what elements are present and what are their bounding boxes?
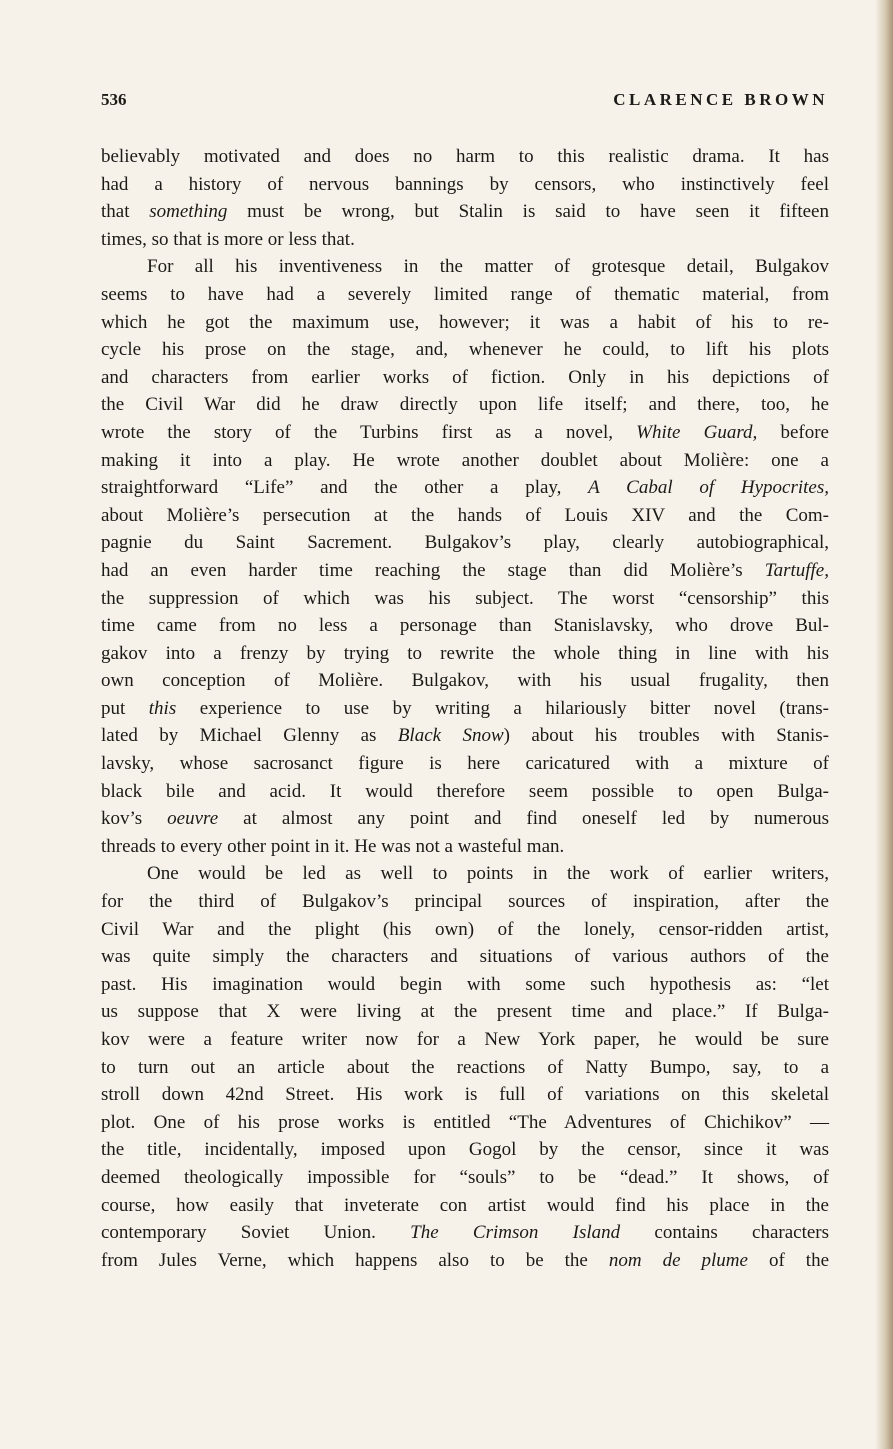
italic-segment: this xyxy=(148,697,177,719)
text-line xyxy=(101,1219,829,1247)
text-line xyxy=(101,612,829,640)
text-segment: lavsky, whose sacrosanct figure is here caricatured with a mixture of xyxy=(101,753,829,775)
text-line xyxy=(101,888,829,916)
text-segment: ) about his troubles with Stanis- xyxy=(503,725,830,747)
text-line xyxy=(101,916,829,944)
text-segment: the suppression of which was his subject. The worst “censorship” this xyxy=(101,587,829,609)
text-line xyxy=(101,1247,829,1275)
text-segment: kov were a feature writer now for a New York paper, he would be sure xyxy=(101,1029,829,1050)
text-line xyxy=(101,226,829,254)
text-segment: about Molière’s persecution at the hands of Louis XIV and the Com- xyxy=(101,504,829,526)
page-number: 536 xyxy=(101,90,127,109)
text-segment: believably motivated and does no harm to this realistic drama. It has xyxy=(101,146,829,167)
text-line xyxy=(101,1136,829,1164)
text-segment: of the xyxy=(747,1249,830,1271)
text-line xyxy=(101,1054,829,1082)
text-segment: which he got the maximum use, however; it was a habit of his to re- xyxy=(101,311,829,333)
text-line xyxy=(101,1164,829,1192)
text-line xyxy=(101,640,829,668)
italic-segment: nom de plume xyxy=(608,1249,748,1271)
text-segment: threads to every other point in it. He was not a wasteful man. xyxy=(101,835,565,857)
text-segment: One would be led as well to points in the work of earlier writers, xyxy=(147,863,829,885)
italic-segment: something xyxy=(149,201,228,223)
text-segment: wrote the story of the Turbins first as a novel, xyxy=(101,421,637,443)
text-line xyxy=(101,391,829,419)
text-line xyxy=(101,143,829,171)
page-header xyxy=(101,86,828,116)
text-segment: at almost any point and find oneself led by numerous xyxy=(218,808,829,830)
body-text xyxy=(101,143,829,1274)
text-segment: from Jules Verne, which happens also to be the xyxy=(101,1249,609,1271)
text-line xyxy=(101,198,829,226)
italic-segment: Black Snow xyxy=(397,725,504,747)
text-line xyxy=(101,667,829,695)
text-segment: lated by Michael Glenny as xyxy=(101,725,398,747)
text-segment: had an even harder time reaching the stage than did Molière’s xyxy=(101,559,765,581)
running-head: CLARENCE BROWN xyxy=(613,90,828,109)
text-line xyxy=(101,1192,829,1220)
text-segment: the Civil War did he draw directly upon life itself; and there, too, he xyxy=(101,394,829,416)
text-segment: Civil War and the plight (his own) of the lonely, censor-ridden artist, xyxy=(101,918,829,940)
text-line xyxy=(101,722,829,750)
text-line xyxy=(101,529,829,557)
text-line xyxy=(101,419,829,447)
text-segment: experience to use by writing a hilariously bitter novel (trans- xyxy=(176,697,829,719)
text-line xyxy=(101,750,829,778)
text-segment: plot. One of his prose works is entitled “The Adventures of Chichikov” — xyxy=(101,1111,829,1133)
text-segment: making it into a play. He wrote another doublet about Molière: one a xyxy=(101,449,829,471)
text-line xyxy=(101,281,829,309)
text-line xyxy=(101,474,829,502)
text-line xyxy=(101,998,829,1026)
text-segment: gakov into a frenzy by trying to rewrite the whole thing in line with his xyxy=(101,642,829,664)
text-segment: For all his inventiveness in the matter of grotesque detail, Bulgakov xyxy=(147,256,829,278)
text-segment: course, how easily that inveterate con artist would find his place in the xyxy=(101,1194,829,1216)
text-segment: before xyxy=(757,421,829,443)
page-edge-shadow xyxy=(875,0,893,1449)
text-line xyxy=(101,336,829,364)
italic-segment: oeuvre xyxy=(167,808,219,830)
text-segment: us suppose that X were living at the present time and place.” If Bulga- xyxy=(101,1001,829,1023)
text-line xyxy=(101,557,829,585)
text-line xyxy=(101,1026,829,1054)
text-segment: time came from no less a personage than Stanislavsky, who drove Bul- xyxy=(101,615,829,637)
text-line xyxy=(101,585,829,613)
text-line xyxy=(101,805,829,833)
text-segment: black bile and acid. It would therefore seem possible to open Bulga- xyxy=(101,780,829,802)
text-line xyxy=(101,833,829,861)
text-segment: for the third of Bulgakov’s principal sources of inspiration, after the xyxy=(101,891,829,913)
text-segment: kov’s xyxy=(101,808,168,830)
text-segment: times, so that is more or less that. xyxy=(101,228,355,250)
text-line xyxy=(101,253,829,281)
italic-segment: Tartuffe, xyxy=(764,559,829,581)
text-line xyxy=(101,502,829,530)
text-segment: the title, incidentally, imposed upon Gogol by the censor, since it was xyxy=(101,1139,829,1161)
text-line xyxy=(101,309,829,337)
text-segment: that xyxy=(101,201,150,223)
text-segment: own conception of Molière. Bulgakov, with his usual frugality, then xyxy=(101,670,829,692)
italic-segment: White Guard, xyxy=(636,421,758,443)
italic-segment: A Cabal of Hypocrites, xyxy=(588,477,830,499)
italic-segment: The Crimson Island xyxy=(410,1222,621,1244)
text-segment: must be wrong, but Stalin is said to have seen it fifteen xyxy=(227,201,829,223)
text-line xyxy=(101,971,829,999)
text-line xyxy=(101,364,829,392)
text-segment: contemporary Soviet Union. xyxy=(101,1222,411,1244)
text-segment: past. His imagination would begin with some such hypothesis as: “let xyxy=(101,973,829,995)
text-segment: contains characters xyxy=(620,1222,830,1244)
text-line xyxy=(101,1109,829,1137)
text-segment: had a history of nervous bannings by censors, who instinctively feel xyxy=(101,173,829,195)
text-segment: to turn out an article about the reactions of Natty Bumpo, say, to a xyxy=(101,1056,829,1078)
text-line xyxy=(101,695,829,723)
text-line xyxy=(101,1081,829,1109)
text-line xyxy=(101,171,829,199)
text-segment: seems to have had a severely limited range of thematic material, from xyxy=(101,283,829,305)
text-segment: pagnie du Saint Sacrement. Bulgakov’s play, clearly autobiographical, xyxy=(101,532,829,554)
text-segment: cycle his prose on the stage, and, whenever he could, to lift his plots xyxy=(101,339,829,361)
text-line xyxy=(101,447,829,475)
text-segment: was quite simply the characters and situations of various authors of the xyxy=(101,946,829,968)
text-line xyxy=(101,778,829,806)
text-segment: deemed theologically impossible for “souls” to be “dead.” It shows, of xyxy=(101,1166,829,1188)
text-line xyxy=(101,943,829,971)
text-segment: and characters from earlier works of fiction. Only in his depictions of xyxy=(101,366,829,388)
text-segment: straightforward “Life” and the other a play, xyxy=(101,477,589,499)
text-segment: stroll down 42nd Street. His work is full of variations on this skeletal xyxy=(101,1084,829,1106)
text-line xyxy=(101,860,829,888)
text-segment: put xyxy=(101,697,149,719)
